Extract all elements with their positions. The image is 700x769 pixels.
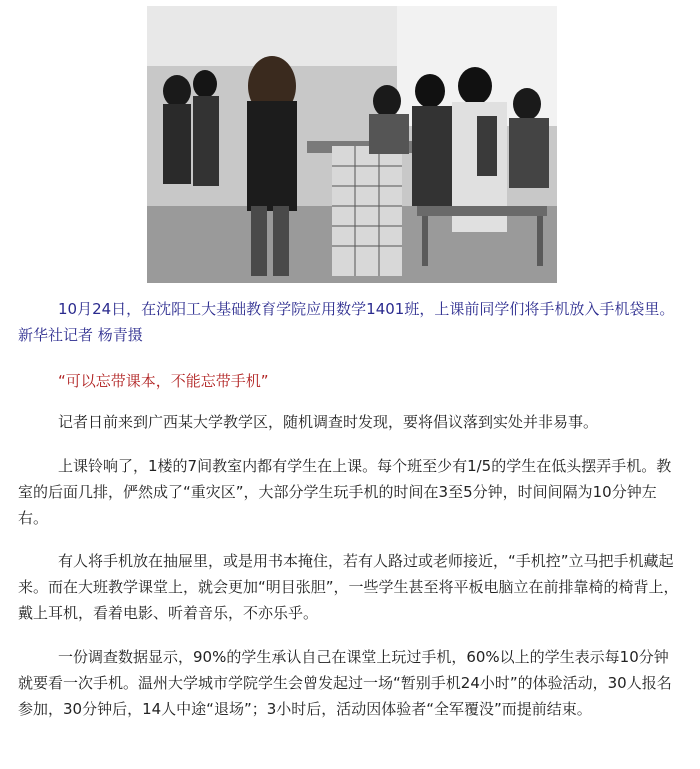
article-paragraph: 一份调查数据显示，90%的学生承认自己在课堂上玩过手机，60%以上的学生表示每10分钟就要看一次手机。温州大学城市学院学生会曾发起过一场“暂别手机24小时”的体验活动，30人报名参加，30分钟后，14人中途“退场”；3小时后，活动因体验者“全军覆没”而提前结束。 [18, 648, 672, 718]
article-paragraph: 上课铃响了，1楼的7间教室内都有学生在上课。每个班至少有1/5的学生在低头摆弄手机。教室的后面几排，俨然成了“重灾区”，大部分学生玩手机的时间在3至5分钟，时间间隔为10分钟左右。 [18, 457, 672, 527]
classroom-photo-illustration [147, 6, 557, 283]
article-paragraph: 有人将手机放在抽屉里，或是用书本掩住，若有人路过或老师接近，“手机控”立马把手机藏起来。而在大班教学课堂上，就会更加“明目张胆”，一些学生甚至将平板电脑立在前排靠椅的椅背上，戴上耳机，看着电影、听着音乐，不亦乐乎。 [18, 552, 679, 622]
section-subheading: “可以忘带课本，不能忘带手机” [58, 372, 269, 390]
news-photo [147, 6, 557, 283]
article-paragraph: 记者日前来到广西某大学教学区，随机调查时发现，要将倡议落到实处并非易事。 [58, 413, 599, 431]
photo-caption: 10月24日，在沈阳工大基础教育学院应用数学1401班，上课前同学们将手机放入手机袋里。新华社记者 杨青摄 [18, 300, 675, 344]
